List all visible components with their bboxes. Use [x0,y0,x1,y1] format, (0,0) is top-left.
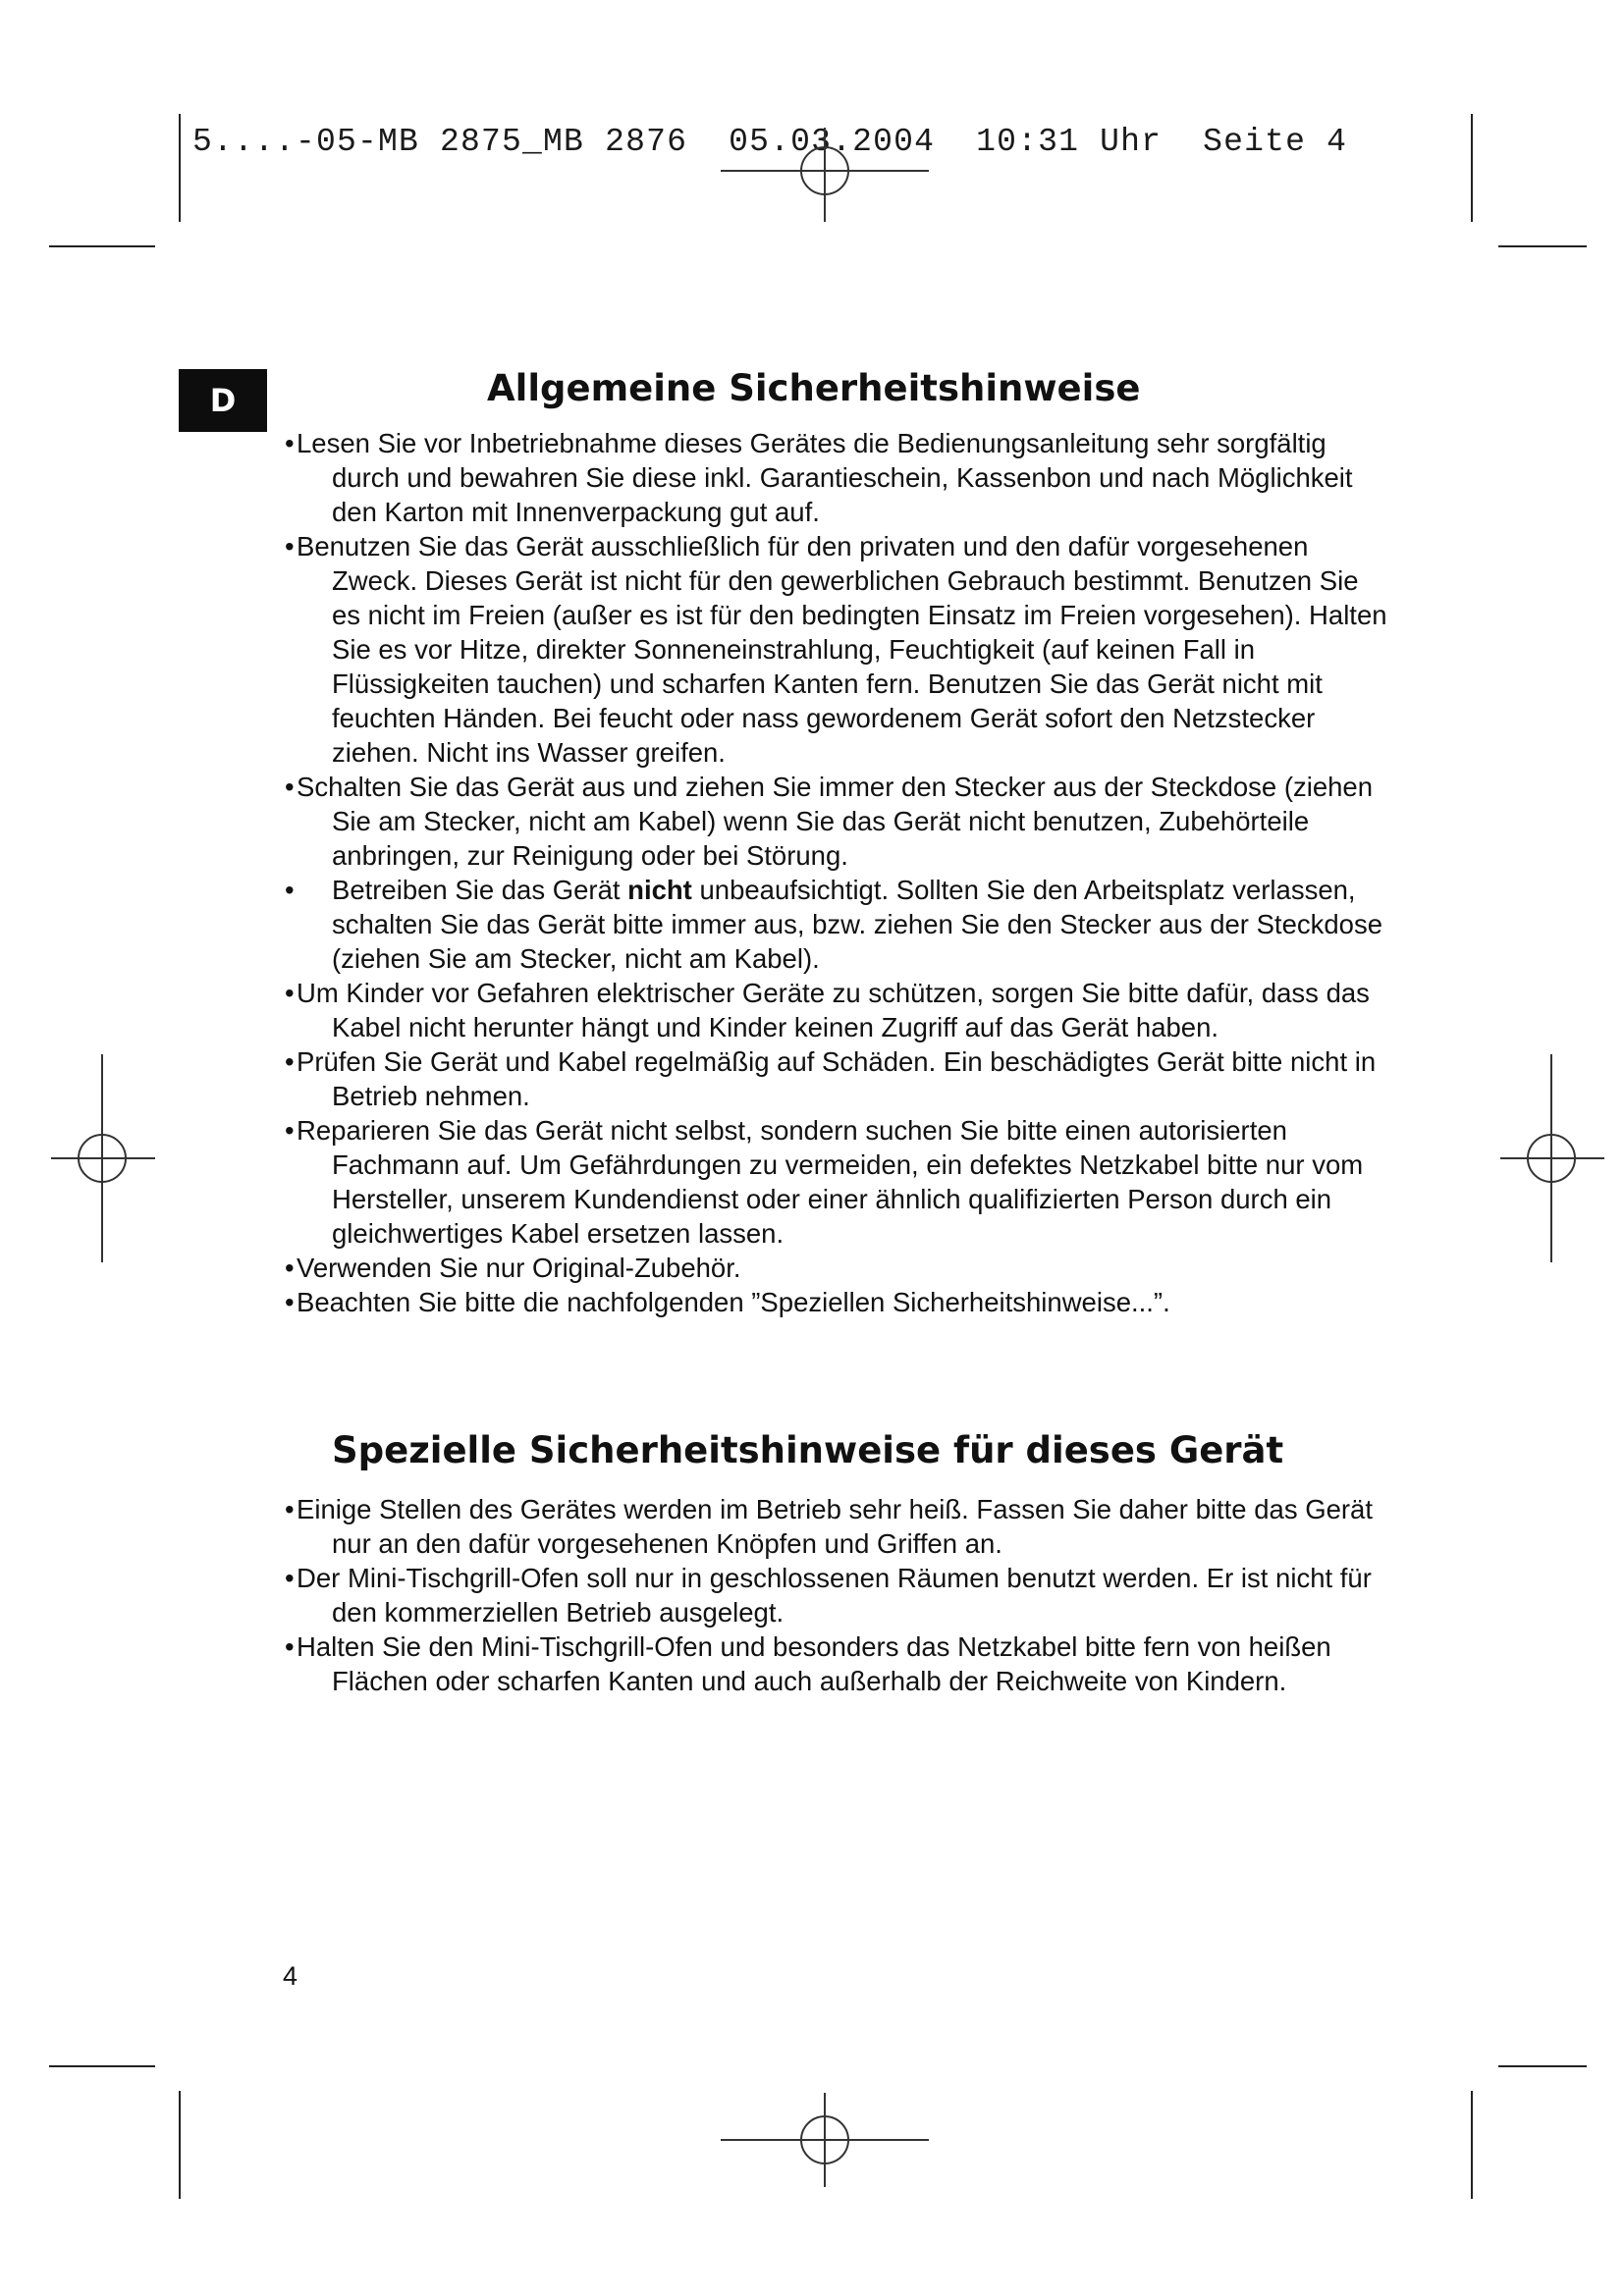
list-item: • Halten Sie den Mini-Tischgrill-Ofen und besonders das Netzkabel bitte fern von heißen Flächen oder scharfen Kanten und auch außerhalb der Reichweite von Kindern. [281,1629,1390,1698]
list-item: • Um Kinder vor Gefahren elektrischer Geräte zu schützen, sorgen Sie bitte dafür, dass das Kabel nicht herunter hängt und Kinder keinen Zugriff auf das Gerät haben. [281,976,1390,1044]
print-slug-line: 5....-05-MB 2875_MB 2876 05.03.2004 10:31 Uhr Seite 4 [192,124,1348,160]
general-safety-list [281,426,1390,1319]
crop-mark [179,2091,181,2199]
language-tab: D [179,369,267,432]
list-item: • Betreiben Sie das Gerät nicht unbeaufsichtigt. Sollten Sie den Arbeitsplatz verlassen, schalten Sie das Gerät bitte immer aus, bzw. ziehen Sie den Stecker aus der Steckdose (ziehen Sie am Stecker, nicht am Kabel). [281,873,1390,976]
crop-mark [179,114,181,222]
list-item: • Benutzen Sie das Gerät ausschließlich für den privaten und den dafür vorgesehenen Zweck. Dieses Gerät ist nicht für den gewerblichen Gebrauch bestimmt. Benutzen Sie es nicht im Freien (außer es ist für den bedingten Einsatz im Freien vorgesehen). Halten Sie es vor Hitze, direkter Sonneneinstrahlung, Feuchtigkeit (auf keinen Fall in Flüssigkeiten tauchen) und scharfen Kanten fern. Benutzen Sie das Gerät nicht mit feuchten Händen. Bei feucht oder nass gewordenem Gerät sofort den Netzstecker ziehen. Nicht ins Wasser greifen. [281,529,1390,770]
list-item: • Schalten Sie das Gerät aus und ziehen Sie immer den Stecker aus der Steckdose (ziehen Sie am Stecker, nicht am Kabel) wenn Sie das Gerät nicht benutzen, Zubehörteile anbringen, zur Reinigung oder bei Störung. [281,770,1390,873]
crop-mark [1471,114,1473,222]
list-item: • Beachten Sie bitte die nachfolgenden ”Speziellen Sicherheitshinweise...”. [281,1285,1390,1319]
registration-mark-icon [717,2091,933,2189]
registration-mark-icon [49,1050,157,1266]
registration-mark-icon [717,128,933,226]
list-item: • Lesen Sie vor Inbetriebnahme dieses Gerätes die Bedienungsanleitung sehr sorgfältig durch und bewahren Sie diese inkl. Garantieschein, Kassenbon und nach Möglichkeit den Karton mit Innenverpackung gut auf. [281,426,1390,529]
list-item: • Der Mini-Tischgrill-Ofen soll nur in geschlossenen Räumen benutzt werden. Er ist nicht für den kommerziellen Betrieb ausgelegt. [281,1561,1390,1629]
crop-mark [49,245,155,247]
crop-mark [49,2065,155,2067]
section-title-general-safety: Allgemeine Sicherheitshinweise [487,367,1141,409]
special-safety-list [281,1492,1390,1698]
section-title-special-safety: Spezielle Sicherheitshinweise für dieses Gerät [332,1429,1284,1471]
registration-mark-icon [1498,1050,1606,1266]
list-item: • Verwenden Sie nur Original-Zubehör. [281,1251,1390,1285]
list-item: • Prüfen Sie Gerät und Kabel regelmäßig auf Schäden. Ein beschädigtes Gerät bitte nicht in Betrieb nehmen. [281,1044,1390,1113]
emphasis-text: nicht [627,875,692,905]
crop-mark [1471,2091,1473,2199]
page-number: 4 [283,1961,298,1991]
crop-mark [1498,2065,1587,2067]
list-item: • Einige Stellen des Gerätes werden im Betrieb sehr heiß. Fassen Sie daher bitte das Gerät nur an den dafür vorgesehenen Knöpfen und Griffen an. [281,1492,1390,1561]
list-item: • Reparieren Sie das Gerät nicht selbst, sondern suchen Sie bitte einen autorisierten Fachmann auf. Um Gefährdungen zu vermeiden, ein defektes Netzkabel bitte nur vom Hersteller, unserem Kundendienst oder einer ähnlich qualifizierten Person durch ein gleichwertiges Kabel ersetzen lassen. [281,1113,1390,1251]
crop-mark [1498,245,1587,247]
